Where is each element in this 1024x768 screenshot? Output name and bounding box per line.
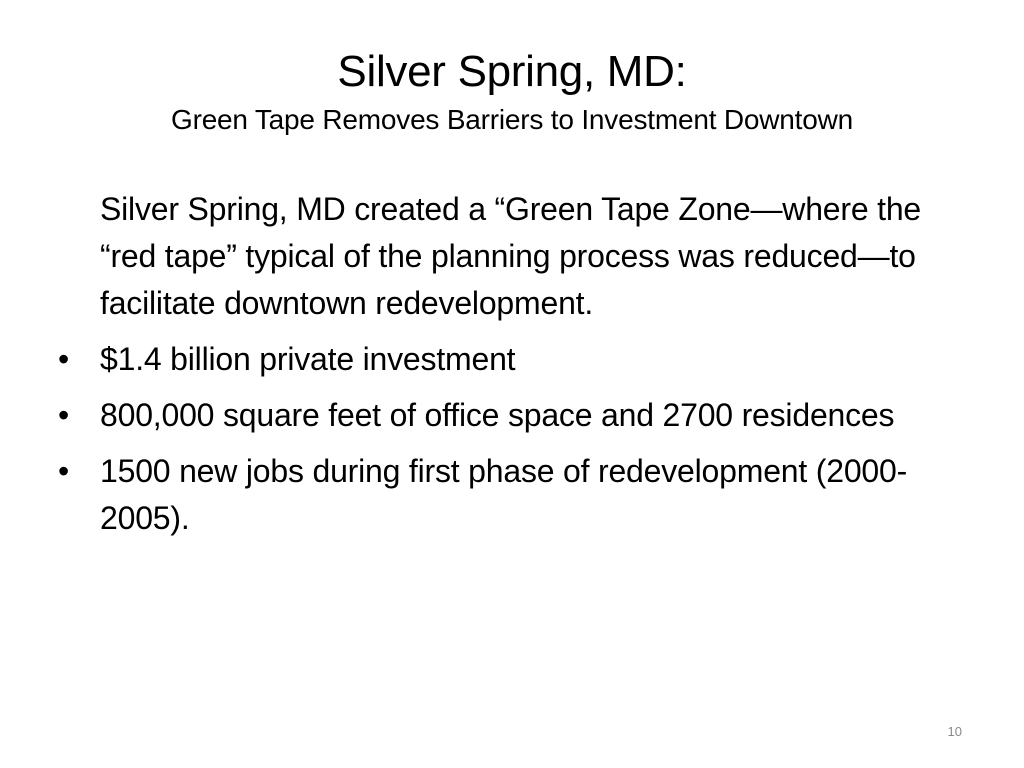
page-number: 10 — [947, 724, 962, 739]
bullet-item — [56, 448, 956, 542]
bullet-text: 800,000 square feet of office space and 2700 residences — [100, 397, 895, 433]
bullet-item — [56, 336, 956, 383]
bullet-icon: • — [58, 453, 70, 489]
title-block — [40, 44, 984, 138]
bullet-text: $1.4 billion private investment — [100, 341, 516, 377]
intro-paragraph: Silver Spring, MD created a “Green Tape Zone—where the “red tape” typical of the planning process was reduced—to facilitate downtown redevelopment. — [100, 191, 922, 321]
bullet-icon: • — [58, 397, 70, 433]
slide-body — [56, 186, 956, 551]
bullet-item — [56, 392, 956, 439]
bullet-icon: • — [58, 341, 70, 377]
bullet-text: 1500 new jobs during first phase of redevelopment (2000-2005). — [100, 453, 908, 536]
slide-title: Silver Spring, MD: — [337, 47, 687, 96]
slide-subtitle: Green Tape Removes Barriers to Investment Downtown — [170, 104, 854, 135]
